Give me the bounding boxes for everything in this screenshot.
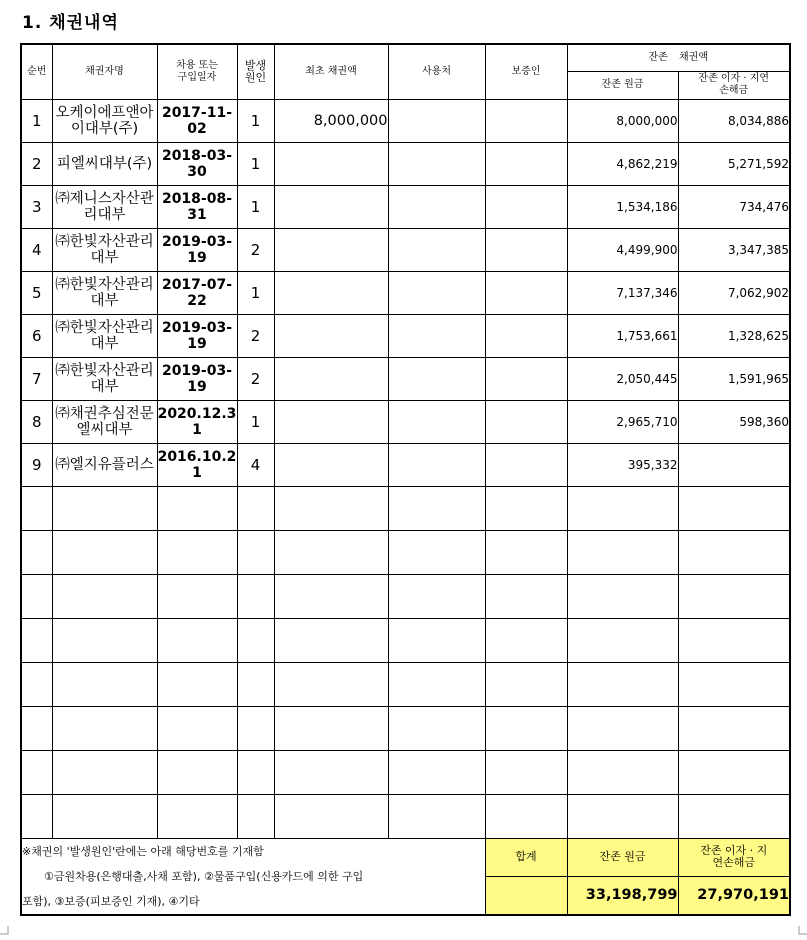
- row-number: 1: [21, 99, 52, 142]
- remaining-principal: 4,499,900: [567, 228, 678, 271]
- cause-code: 1: [237, 99, 274, 142]
- empty-row: [21, 574, 790, 618]
- loan-date: 2017-07-22: [157, 271, 237, 314]
- cause-code-note: [21, 838, 485, 915]
- guarantor-cell: [485, 271, 567, 314]
- remaining-principal: 1,534,186: [567, 185, 678, 228]
- note-line-1: ※채권의 '발생원인'란에는 아래 해당번호를 기재함: [22, 844, 264, 858]
- header-guarantor: 보증인: [485, 44, 567, 99]
- usage-cell: [388, 443, 485, 486]
- table-row: [21, 400, 790, 443]
- row-number: 4: [21, 228, 52, 271]
- usage-cell: [388, 99, 485, 142]
- header-no: 순번: [21, 44, 52, 99]
- empty-row: [21, 794, 790, 838]
- remaining-principal: 1,753,661: [567, 314, 678, 357]
- section-title: 1. 채권내역: [22, 13, 119, 33]
- header-remaining: 잔존 채권액: [567, 44, 790, 71]
- creditor-name: ㈜엘지유플러스: [52, 443, 157, 486]
- row-number: 8: [21, 400, 52, 443]
- bond-table: [20, 43, 791, 916]
- guarantor-cell: [485, 314, 567, 357]
- cause-code: 4: [237, 443, 274, 486]
- empty-row: [21, 486, 790, 530]
- guarantor-cell: [485, 99, 567, 142]
- creditor-name: ㈜한빛자산관리대부: [52, 271, 157, 314]
- guarantor-cell: [485, 142, 567, 185]
- total-interest-label: 잔존 이자 · 지연손해금: [678, 838, 790, 876]
- table-row: [21, 271, 790, 314]
- guarantor-cell: [485, 357, 567, 400]
- remaining-interest: 3,347,385: [678, 228, 790, 271]
- remaining-principal: 2,050,445: [567, 357, 678, 400]
- first-amount: [274, 185, 388, 228]
- usage-cell: [388, 142, 485, 185]
- remaining-principal: 4,862,219: [567, 142, 678, 185]
- empty-row: [21, 706, 790, 750]
- creditor-name: 오케이에프앤아이대부(주): [52, 99, 157, 142]
- total-interest-value: 27,970,191: [678, 876, 790, 914]
- loan-date: 2016.10.21: [157, 443, 237, 486]
- remaining-interest: 7,062,902: [678, 271, 790, 314]
- loan-date: 2019-03-19: [157, 228, 237, 271]
- header-interest: 잔존 이자 · 지연손해금: [678, 71, 790, 99]
- first-amount: [274, 314, 388, 357]
- remaining-interest: 734,476: [678, 185, 790, 228]
- loan-date: 2020.12.31: [157, 400, 237, 443]
- loan-date: 2018-08-31: [157, 185, 237, 228]
- cause-code: 1: [237, 271, 274, 314]
- loan-date: 2018-03-30: [157, 142, 237, 185]
- first-amount: [274, 271, 388, 314]
- table-row: [21, 142, 790, 185]
- first-amount: 8,000,000: [274, 99, 388, 142]
- total-blank-cell: [485, 876, 567, 914]
- note-line-3: 포함), ③보증(피보증인 기재), ④기타: [22, 894, 200, 908]
- header-creditor: 채권자명: [52, 44, 157, 99]
- creditor-name: ㈜한빛자산관리대부: [52, 314, 157, 357]
- loan-date: 2017-11-02: [157, 99, 237, 142]
- guarantor-cell: [485, 228, 567, 271]
- empty-row: [21, 530, 790, 574]
- creditor-name: ㈜제니스자산관리대부: [52, 185, 157, 228]
- loan-date: 2019-03-19: [157, 357, 237, 400]
- first-amount: [274, 142, 388, 185]
- row-number: 3: [21, 185, 52, 228]
- row-number: 9: [21, 443, 52, 486]
- remaining-interest: 8,034,886: [678, 99, 790, 142]
- note-line-2: ①금원차용(은행대출,사채 포함), ②물품구입(신용카드에 의한 구입: [44, 869, 364, 883]
- guarantor-cell: [485, 185, 567, 228]
- cause-code: 2: [237, 228, 274, 271]
- creditor-name: 피엘씨대부(주): [52, 142, 157, 185]
- creditor-name: ㈜채권추심전문엘씨대부: [52, 400, 157, 443]
- table-row: [21, 314, 790, 357]
- header-first-amount: 최초 채권액: [274, 44, 388, 99]
- remaining-interest: [678, 443, 790, 486]
- loan-date: 2019-03-19: [157, 314, 237, 357]
- row-number: 7: [21, 357, 52, 400]
- table-row: [21, 99, 790, 142]
- remaining-interest: 5,271,592: [678, 142, 790, 185]
- cause-code: 1: [237, 142, 274, 185]
- table-row: [21, 228, 790, 271]
- remaining-principal: 2,965,710: [567, 400, 678, 443]
- table-row: [21, 357, 790, 400]
- remaining-interest: 1,328,625: [678, 314, 790, 357]
- usage-cell: [388, 271, 485, 314]
- page-corner-mark-left: [0, 926, 12, 938]
- remaining-principal: 395,332: [567, 443, 678, 486]
- usage-cell: [388, 400, 485, 443]
- remaining-interest: 598,360: [678, 400, 790, 443]
- table-row: [21, 185, 790, 228]
- cause-code: 1: [237, 185, 274, 228]
- remaining-principal: 7,137,346: [567, 271, 678, 314]
- row-number: 2: [21, 142, 52, 185]
- header-principal: 잔존 원금: [567, 71, 678, 99]
- total-principal-value: 33,198,799: [567, 876, 678, 914]
- first-amount: [274, 400, 388, 443]
- cause-code: 2: [237, 314, 274, 357]
- empty-row: [21, 662, 790, 706]
- header-usage: 사용처: [388, 44, 485, 99]
- table-body: [21, 99, 790, 486]
- total-label: 합계: [485, 838, 567, 876]
- usage-cell: [388, 228, 485, 271]
- cause-code: 2: [237, 357, 274, 400]
- guarantor-cell: [485, 443, 567, 486]
- first-amount: [274, 228, 388, 271]
- creditor-name: ㈜한빛자산관리대부: [52, 357, 157, 400]
- empty-row: [21, 618, 790, 662]
- creditor-name: ㈜한빛자산관리대부: [52, 228, 157, 271]
- usage-cell: [388, 185, 485, 228]
- remaining-principal: 8,000,000: [567, 99, 678, 142]
- first-amount: [274, 357, 388, 400]
- first-amount: [274, 443, 388, 486]
- header-cause: 발생 원인: [237, 44, 274, 99]
- total-principal-label: 잔존 원금: [567, 838, 678, 876]
- row-number: 5: [21, 271, 52, 314]
- usage-cell: [388, 314, 485, 357]
- row-number: 6: [21, 314, 52, 357]
- table-row: [21, 443, 790, 486]
- usage-cell: [388, 357, 485, 400]
- page-corner-mark-right: [795, 926, 807, 938]
- empty-row: [21, 750, 790, 794]
- header-date: 차용 또는 구입일자: [157, 44, 237, 99]
- guarantor-cell: [485, 400, 567, 443]
- cause-code: 1: [237, 400, 274, 443]
- remaining-interest: 1,591,965: [678, 357, 790, 400]
